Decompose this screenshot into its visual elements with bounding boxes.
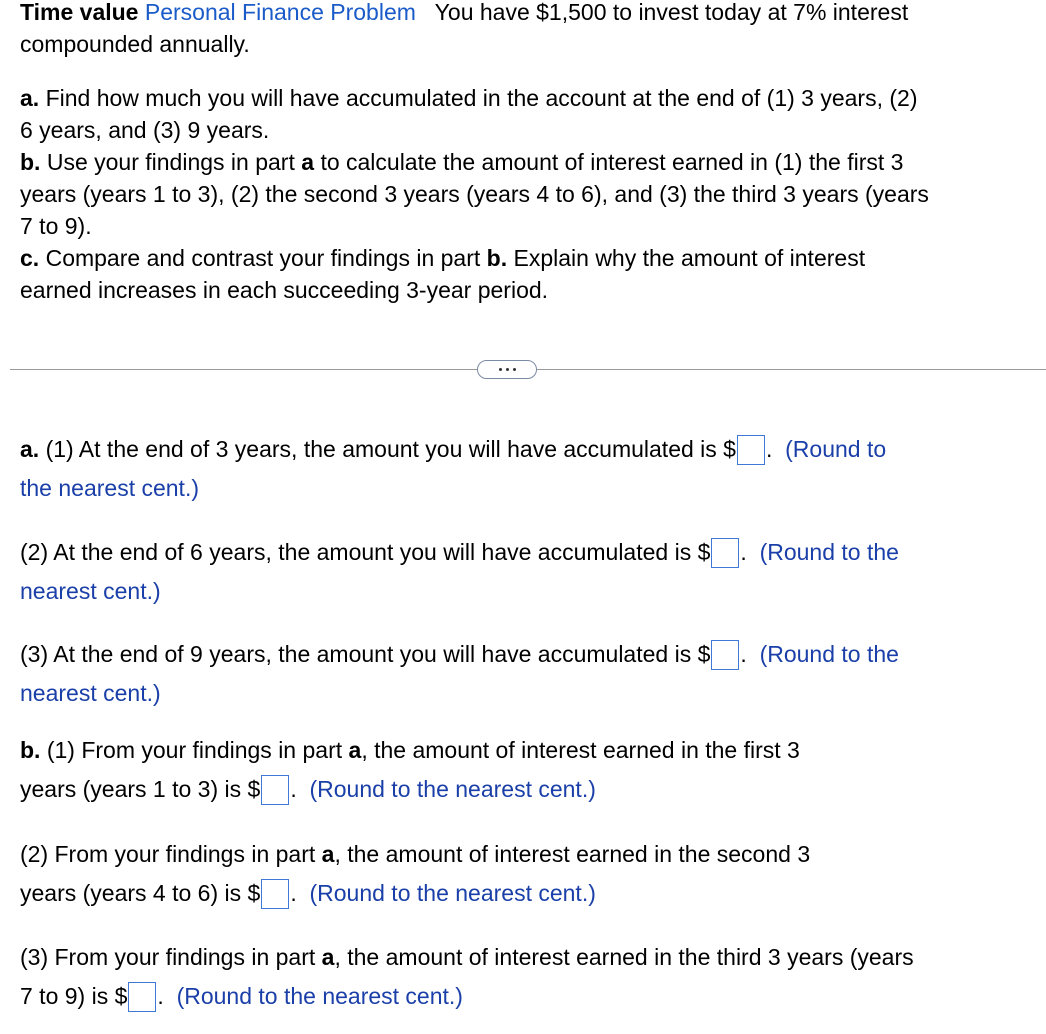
period-text: .	[157, 983, 164, 1009]
part-b-label: b.	[20, 149, 41, 175]
question-a2	[20, 533, 1040, 611]
answer-b2-input[interactable]	[261, 879, 289, 909]
question-a3	[20, 635, 1040, 713]
question-b1	[20, 731, 1040, 809]
part-b-line3-row	[20, 210, 1046, 242]
part-a-line2-row	[20, 114, 1046, 146]
problem-statement	[20, 0, 1046, 306]
answer-a2-input[interactable]	[711, 538, 739, 568]
question-b2-bold: a	[321, 841, 335, 867]
part-a-label: a.	[20, 85, 40, 111]
answer-a1-input[interactable]	[737, 435, 765, 465]
question-b1-line2: years (years 1 to 3) is $	[20, 776, 261, 802]
ellipsis-icon	[506, 368, 509, 371]
part-c-line1-pre: Compare and contrast your findings in part	[45, 245, 481, 271]
part-c-label: c.	[20, 245, 40, 271]
round-hint: (Round to the nearest cent.)	[309, 776, 596, 802]
round-hint: (Round to the nearest cent.)	[309, 880, 596, 906]
round-hint-cont: the nearest cent.)	[20, 475, 199, 501]
round-hint: (Round to the	[759, 539, 899, 565]
problem-intro-cont	[20, 28, 1046, 60]
part-b-line1-bold: a	[301, 149, 315, 175]
answer-a3-input[interactable]	[711, 640, 739, 670]
part-c-statement	[20, 242, 1046, 274]
period-text: .	[740, 539, 747, 565]
part-b-line1-pre: Use your findings in part	[46, 149, 295, 175]
part-b-line1-post: to calculate the amount of interest earned in (1) the first 3	[320, 149, 904, 175]
personal-finance-tag[interactable]: Personal Finance Problem	[144, 0, 416, 25]
problem-intro-line2: compounded annually.	[20, 31, 250, 57]
part-c-line2: earned increases in each succeeding 3-year period.	[20, 277, 549, 303]
ellipsis-icon	[499, 368, 502, 371]
period-text: .	[290, 880, 297, 906]
round-hint: (Round to	[785, 436, 887, 462]
answer-b-label: b.	[20, 737, 41, 763]
round-hint-cont: nearest cent.)	[20, 578, 161, 604]
question-b1-bold: a	[348, 737, 362, 763]
part-a-statement	[20, 82, 1046, 114]
part-b-line3: 7 to 9).	[20, 213, 92, 239]
answer-b1-input[interactable]	[261, 775, 289, 805]
question-b1-pre: (1) From your findings in part	[46, 737, 343, 763]
period-text: .	[765, 436, 773, 462]
round-hint: (Round to the nearest cent.)	[176, 983, 463, 1009]
part-c-line2-row	[20, 274, 1046, 306]
question-b2	[20, 835, 1040, 913]
question-b3	[20, 938, 1040, 1016]
part-c-line1-post: Explain why the amount of interest	[513, 245, 866, 271]
question-b3-line2: 7 to 9) is $	[20, 983, 128, 1009]
question-b3-pre: (3) From your findings in part	[20, 944, 316, 970]
question-b2-pre: (2) From your findings in part	[20, 841, 316, 867]
period-text: .	[740, 641, 747, 667]
question-a2-text: (2) At the end of 6 years, the amount you will have accumulated is $	[20, 539, 711, 565]
part-c-line1-bold: b.	[486, 245, 508, 271]
part-b-line2: years (years 1 to 3), (2) the second 3 years (years 4 to 6), and (3) the third 3 years (years	[20, 181, 929, 207]
problem-header	[20, 0, 1046, 28]
question-a1	[20, 430, 1040, 508]
round-hint-cont: nearest cent.)	[20, 680, 161, 706]
question-a3-text: (3) At the end of 9 years, the amount you will have accumulated is $	[20, 641, 711, 667]
round-hint: (Round to the	[759, 641, 899, 667]
answer-a-label: a.	[20, 436, 40, 462]
ellipsis-icon	[513, 368, 516, 371]
period-text: .	[290, 776, 297, 802]
question-b3-post: , the amount of interest earned in the third 3 years (years	[334, 944, 914, 970]
more-options-button[interactable]	[477, 360, 537, 379]
question-b1-post: , the amount of interest earned in the first 3	[361, 737, 800, 763]
problem-intro: You have $1,500 to invest today at 7% interest	[434, 0, 909, 25]
part-a-line2: 6 years, and (3) 9 years.	[20, 117, 270, 143]
part-b-line2-row	[20, 178, 1046, 210]
question-b2-post: , the amount of interest earned in the second 3	[334, 841, 811, 867]
part-a-line1: Find how much you will have accumulated in the account at the end of (1) 3 years, (2)	[45, 85, 918, 111]
question-b2-line2: years (years 4 to 6) is $	[20, 880, 261, 906]
answer-b3-input[interactable]	[128, 982, 156, 1012]
part-b-statement	[20, 146, 1046, 178]
question-b3-bold: a	[321, 944, 335, 970]
problem-topic: Time value	[20, 0, 139, 25]
question-a1-text: (1) At the end of 3 years, the amount you will have accumulated is $	[45, 436, 736, 462]
